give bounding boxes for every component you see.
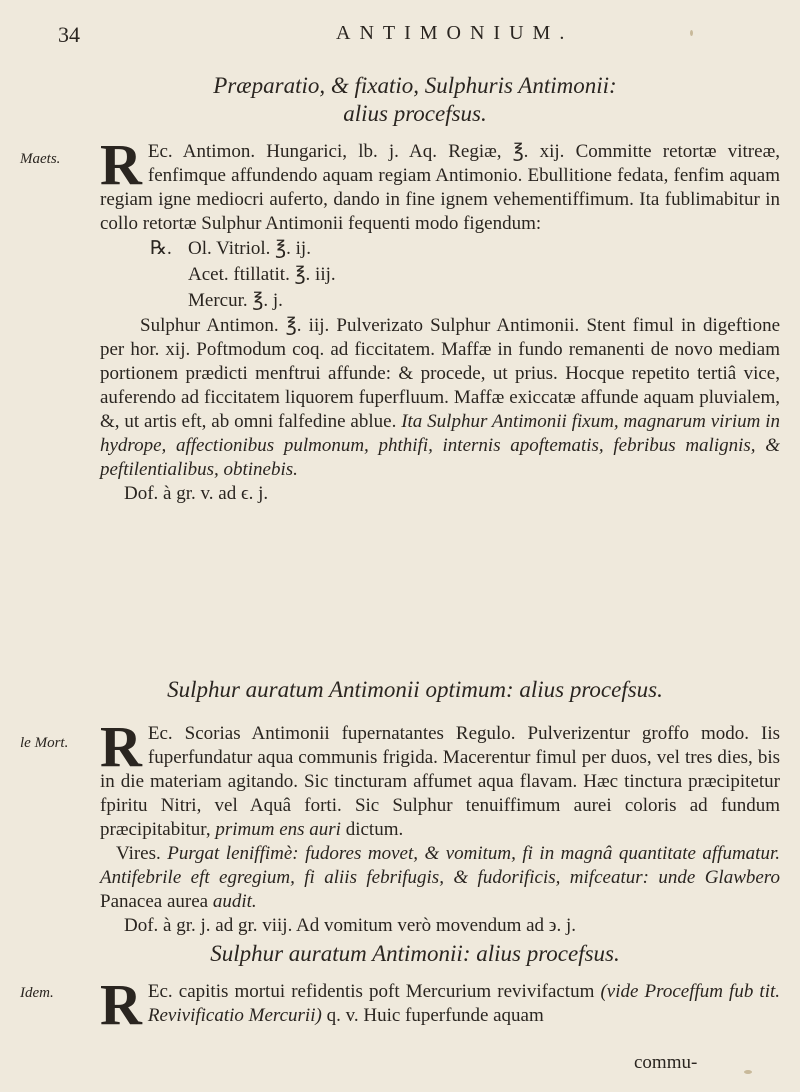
italic-text: audit.: [212, 891, 257, 912]
drop-initial: R: [100, 714, 142, 779]
paragraph-text: q. v. Huic fuperfunde aquam: [326, 1005, 544, 1026]
dose-line: Dof. à gr. j. ad gr. viij. Ad vomitum verò movendum ad ϶. j.: [124, 915, 577, 936]
paper-speck: [690, 30, 693, 36]
italic-text: (vide Proceffum fub tit. Revivificatio Mercurii): [147, 981, 781, 1026]
drop-initial: R: [100, 972, 142, 1037]
recipe-item: Mercur. ℥. j.: [188, 290, 283, 311]
page-number: 34: [58, 22, 80, 47]
vires-label: Vires.: [116, 843, 161, 864]
recipe-item: Ol. Vitriol. ℥. ij.: [188, 238, 311, 259]
italic-text: primum ens auri: [215, 819, 341, 840]
page-header: [0, 22, 800, 62]
section-title: Sulphur auratum Antimonii optimum: alius procefsus.: [167, 677, 663, 702]
dose-line: Dof. à gr. v. ad ϵ. j.: [124, 483, 269, 504]
section-body: [100, 132, 781, 506]
section-title-line: alius procefsus.: [343, 101, 487, 126]
paragraph-text: Ec. capitis mortui refidentis poft Mercurium revivifactum: [147, 981, 595, 1002]
drop-initial: R: [100, 132, 142, 197]
margin-note: Maets.: [20, 151, 61, 167]
paragraph-text: Sulphur Antimon. ℥. iij. Pulverizato Sulphur Antimonii. Stent fimul in digeftione per hor. xij. Poftmodum coq. ad ficcitatem. Maffæ in fundo remanenti de novo mediam portionem prædicti menftrui affunde: & procede, ut prius. Hocque repetito tertiâ vice, auferendo ad ficcitatem liquorem fuperfluum. Maffæ exiccatæ affunde aquam pluvialem, &, ut artis eft, ab omni falfedine ablue.: [100, 315, 780, 432]
section-title: [150, 72, 680, 128]
section-body: [100, 714, 780, 938]
section-body: [100, 972, 781, 1037]
italic-text: Purgat leniffimè: fudores movet, & vomitum, fi in magnâ quantitate affumatur. Antifebrile eft egregium, fi aliis febrifugis, & fudorificis, mifceatur: unde Glawbero: [100, 843, 780, 888]
catchword: commu-: [634, 1052, 698, 1073]
recipe-item: Acet. ftillatit. ℥. iij.: [188, 264, 336, 285]
margin-note: le Mort.: [20, 735, 69, 751]
section-title: Sulphur auratum Antimonii: alius procefsus.: [210, 941, 620, 966]
paragraph-text: Ec. Scorias Antimonii fupernatantes Regulo. Pulverizentur groffo modo. Iis fuperfundatur aqua communis frigida. Macerentur fimul per duos, vel tres dies, bis in die materiam agitando. Sic tincturam affumet aqua flavam. Hæc tinctura præcipitetur fpiritu Nitri, vel Aquâ forti. Sic Sulphur tenuiffimum aurei coloris ad fundum præcipitabitur,: [100, 723, 780, 840]
paper-speck: [744, 1070, 752, 1074]
section-title-line: Præparatio, & fixatio, Sulphuris Antimonii:: [213, 73, 617, 98]
paragraph-text: Ec. Antimon. Hungarici, lb. j. Aq. Regiæ, ℥. xij. Committe retortæ vitreæ, fenfimque affundendo aquam regiam Antimonio. Ebullitione fedata, fenfim aquam regiam igne mediocri auferto, dando in fine ignem vehementiffimum. Ita fublimabitur in collo retortæ Sulphur Antimonii fequenti modo figendum:: [100, 141, 780, 234]
running-head: ANTIMONIUM.: [336, 22, 574, 44]
paragraph-text: dictum.: [345, 819, 404, 840]
paragraph-text: Panacea aurea: [100, 891, 209, 912]
italic-text: Ita Sulphur Antimonii fixum, magnarum virium in hydrope, affectionibus pulmonum, phthifi, internis apoftematis, febribus malignis, & peftilentialibus, obtinebis.: [100, 411, 781, 480]
margin-note: Idem.: [20, 985, 54, 1001]
recipe-list: [100, 236, 780, 314]
recipe-symbol: ℞.: [150, 238, 172, 259]
